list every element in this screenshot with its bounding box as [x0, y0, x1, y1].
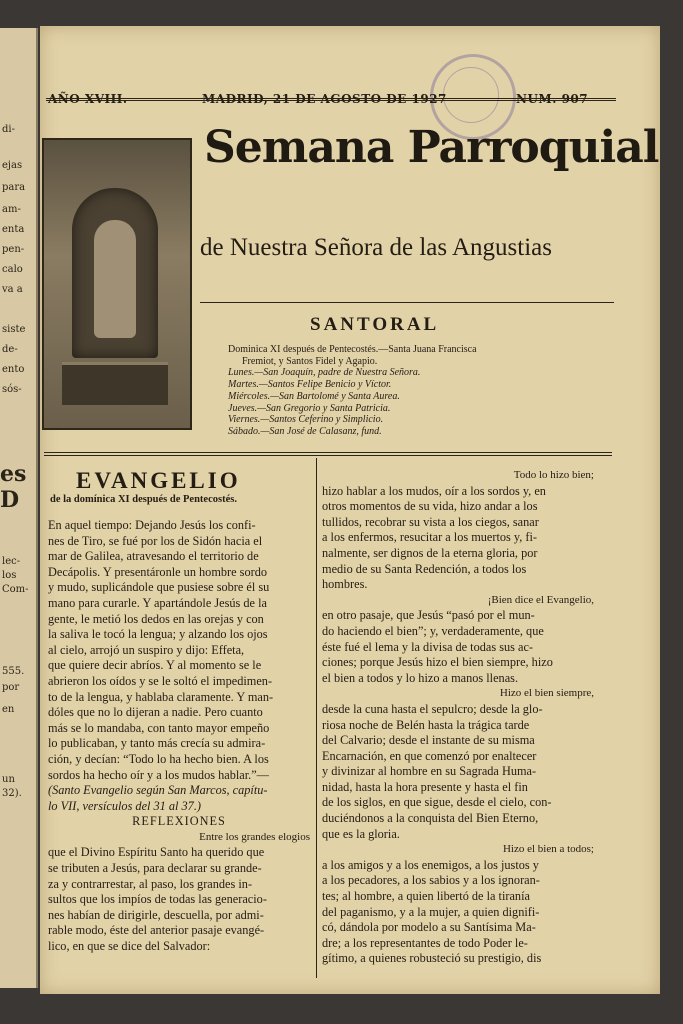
- text-line: Decápolis. Y presentáronle un hombre sordo: [48, 564, 268, 579]
- text-line: y mudo, suplicándole que pusiese sobre él su: [48, 580, 270, 595]
- text-line: se tributen a Jesús, para declarar su grande-: [48, 861, 262, 876]
- left-fragment: 32).: [2, 788, 22, 799]
- evangelio-title: EVANGELIO: [76, 468, 241, 493]
- left-fragment: ejas: [2, 160, 23, 171]
- left-fragment: pen-: [2, 244, 25, 255]
- left-fragment: un: [2, 774, 15, 785]
- text-line: nidad, hasta la hora presente y hasta el fin: [322, 779, 528, 794]
- text-line: za y contrarrestar, al paso, los grandes in-: [48, 876, 253, 891]
- text-line: lo publicaban, y tanto más crecía su admira-: [48, 736, 266, 751]
- text-line: del Calvario; desde el instante de su misma: [322, 733, 535, 748]
- text-line: que el Divino Espíritu Santo ha querido que: [48, 845, 265, 860]
- text-line: sordos ha hecho oír y a los mudos hablar.”—: [48, 767, 269, 782]
- text-line: que es la gloria.: [322, 826, 400, 841]
- santoral-line: Jueves.—San Gregorio y Santa Patricia.: [228, 402, 391, 414]
- text-line: gítimo, a quienes robusteció su prestigio, dis: [322, 951, 542, 966]
- left-fragment: calo: [2, 264, 23, 275]
- text-line: abrieron los oídos y se le soltó el impedimen-: [48, 673, 273, 688]
- text-line: (Santo Evangelio según San Marcos, capítu-: [48, 783, 268, 798]
- left-facing-page: [0, 28, 38, 988]
- text-line: ciones; porque Jesús hizo el bien siempre, hizo: [322, 655, 553, 670]
- masthead-title: Semana Parroquial: [204, 122, 659, 173]
- issue-date: MADRID, 21 DE AGOSTO DE 1927: [202, 92, 447, 106]
- text-line: el bien a todos y lo hizo a manos llenas.: [322, 670, 519, 685]
- text-line: dóles que no lo dijeran a nadie. Pero cuanto: [48, 705, 263, 720]
- text-line: rable modo, éste del anterior pasaje evangé-: [48, 923, 265, 938]
- column-divider: [316, 458, 317, 978]
- text-line: y divinizar al hombre en su Sagrada Huma-: [322, 764, 537, 779]
- text-line: dre; a los representantes de todo Poder le-: [322, 935, 528, 950]
- text-line: en otro pasaje, que Jesús “pasó por el mun-: [322, 608, 535, 623]
- text-line: a los pecadores, a los sabios y a los ignoran-: [322, 873, 540, 888]
- santoral-line: Sábado.—San José de Calasanz, fund.: [228, 425, 382, 437]
- church-altar-photo: [42, 138, 192, 430]
- text-line: do haciendo el bien”; y, verdaderamente, que: [322, 623, 544, 638]
- left-fragment: am-: [2, 204, 21, 215]
- masthead-subtitle: de Nuestra Señora de las Angustias: [200, 234, 553, 261]
- text-line: otros momentos de su vida, hizo andar a los: [322, 499, 538, 514]
- text-line: nalmente, ser dignos de la eterna gloria, por: [322, 545, 538, 560]
- issue-year: AÑO XVIII.: [48, 92, 128, 106]
- left-fragment: los: [2, 570, 17, 581]
- text-line: nes de Tiro, se fué por los de Sidón hacia el: [48, 533, 263, 548]
- text-line: tes; al hombre, a quien libertó de la tiranía: [322, 889, 530, 904]
- text-line: al cielo, arrojó un suspiro y dijo: Effeta,: [48, 642, 245, 657]
- text-line: a los amigos y a los enemigos, a los justos y: [322, 857, 539, 872]
- left-fragment: en: [2, 704, 15, 715]
- text-line: mar de Galilea, atravesando el territorio de: [48, 549, 259, 564]
- left-fragment: por: [2, 682, 20, 693]
- santoral-list: [228, 344, 600, 438]
- left-fragment: 555.: [2, 666, 25, 677]
- text-line: hombres.: [322, 577, 368, 592]
- left-fragment: sós-: [2, 384, 22, 395]
- left-fragment: enta: [2, 224, 25, 235]
- text-line: de los siglos, en que sigue, desde el cielo, con-: [322, 795, 552, 810]
- text-line: Todo lo hizo bien;: [513, 469, 594, 481]
- text-line: éste fué el lema y la divisa de todas sus ac-: [322, 639, 534, 654]
- santoral-title: SANTORAL: [310, 314, 440, 335]
- newspaper-page: [40, 26, 660, 994]
- text-line: ¡Bien dice el Evangelio,: [487, 593, 594, 606]
- text-line: a los enfermos, resucitar a los muertos y, fi-: [322, 530, 538, 545]
- section-divider: [44, 452, 612, 456]
- text-line: to de la lengua, y hablaba claramente. Y man-: [48, 689, 274, 704]
- text-line: hizo hablar a los mudos, oír a los sordos y, en: [322, 483, 546, 498]
- stamp-inner-ring: [443, 67, 499, 123]
- left-fragment: ento: [2, 364, 25, 375]
- virgin-statue-figure: [94, 220, 136, 338]
- text-line: Entre los grandes elogios: [199, 830, 310, 843]
- left-fragment: de-: [2, 344, 18, 355]
- santoral-line: Miércoles.—San Bartolomé y Santa Aurea.: [228, 390, 400, 402]
- text-line: Hizo el bien a todos;: [502, 843, 594, 856]
- left-fragment: va a: [2, 284, 23, 295]
- left-fragment: di-: [2, 124, 15, 135]
- text-line: medio de su Santa Redención, a todos los: [322, 561, 527, 576]
- text-line: desde la cuna hasta el sepulcro; desde la glo-: [322, 701, 543, 716]
- text-line: más se lo mandaba, con tanto mayor empeño: [48, 720, 270, 735]
- text-line: nes habían de dirigirle, descuella, por admi-: [48, 907, 264, 922]
- left-column-text: [48, 518, 310, 955]
- text-line: riosa noche de Belén hasta la trágica tarde: [322, 717, 530, 732]
- issue-number: NUM. 907: [516, 92, 589, 106]
- reflexiones-title: REFLEXIONES: [132, 814, 226, 829]
- evangelio-subtitle: de la domínica XI después de Pentecostés.: [50, 494, 237, 505]
- santoral-line: Fremiot, y Santos Fidel y Agapio.: [242, 355, 378, 367]
- left-fragment: es: [0, 461, 27, 487]
- text-line: que quiere decir abríos. Y al momento se le: [48, 658, 262, 673]
- text-line: del paganismo, y a la mujer, a quien dignifi-: [322, 904, 540, 919]
- santoral-line: Dominica XI después de Pentecostés.—Santa Juana Francisca: [228, 344, 477, 355]
- santoral-line: Martes.—Santos Felipe Benicio y Víctor.: [228, 379, 392, 391]
- text-line: la saliva le tocó la lengua; y alzando los ojos: [48, 627, 268, 642]
- text-line: Encarnación, en que comenzó por enaltecer: [322, 748, 537, 763]
- text-line: có, dándola por modelo a su Santísima Ma-: [322, 920, 536, 935]
- santoral-line: Viernes.—Santos Ceferino y Simplicio.: [228, 414, 384, 426]
- santoral-line: Lunes.—San Joaquín, padre de Nuestra Señora.: [228, 367, 421, 379]
- left-fragment: lec-: [2, 556, 21, 567]
- text-line: lico, en que se dice del Salvador:: [48, 939, 211, 954]
- text-line: tullidos, recobrar su vista a los ciegos, sanar: [322, 514, 539, 529]
- text-line: lo VII, versículos del 31 al 37.): [48, 798, 201, 813]
- left-fragment: D: [0, 487, 20, 513]
- altar-base: [62, 362, 168, 405]
- left-fragment: Com-: [2, 584, 29, 595]
- text-line: duciéndonos a la conquista del Bien Eterno,: [322, 811, 539, 826]
- text-line: En aquel tiempo: Dejando Jesús los confi-: [48, 518, 256, 532]
- text-line: mano para curarle. Y apartándole Jesús de la: [48, 595, 267, 610]
- text-line: ción, y decían: “Todo lo ha hecho bien. A los: [48, 751, 269, 766]
- left-fragment: para: [2, 182, 26, 193]
- left-fragment: siste: [2, 324, 26, 335]
- santoral-top-rule: [200, 302, 614, 303]
- right-column-text: [322, 468, 594, 967]
- text-line: sultos que los impíos de todas las generacio-: [48, 892, 267, 907]
- text-line: gente, le metió los dedos en las orejas y con: [48, 611, 264, 626]
- header-rule: [46, 98, 616, 101]
- text-line: Hizo el bien siempre,: [499, 687, 594, 700]
